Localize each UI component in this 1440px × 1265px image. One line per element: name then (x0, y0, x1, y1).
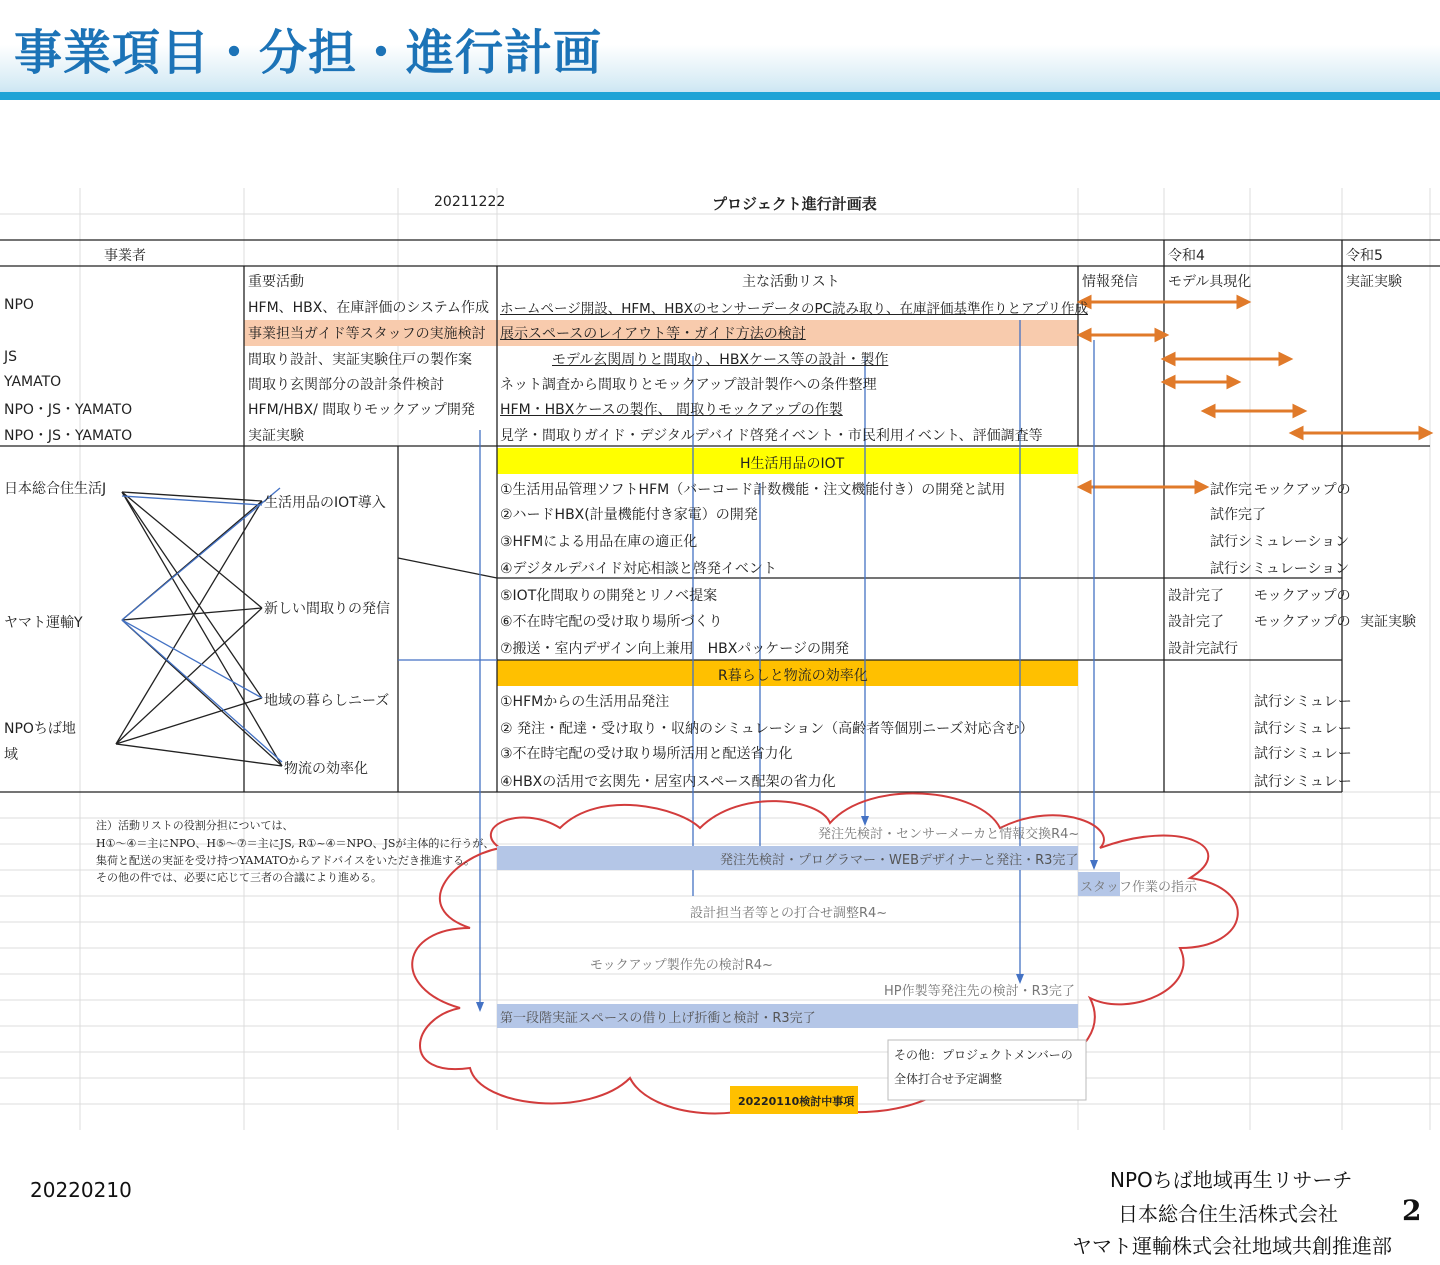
h-demo-label: 実証実験 (1360, 614, 1416, 630)
task-hp: HP作製等発注先の検討・R3完了 (884, 984, 1075, 999)
h-item-3: ③HFMによる用品在庫の適正化 (500, 534, 698, 550)
page-number: 2 (1402, 1194, 1422, 1227)
row6-main: 見学・間取りガイド・デジタルデバイド啓発イベント・市民利用イベント、評価調査等 (500, 428, 1043, 444)
theme-floorplan: 新しい間取りの発信 (264, 601, 390, 617)
header-key-activity: 重要活動 (248, 274, 304, 290)
theme-logistics: 物流の効率化 (284, 761, 368, 777)
r-item-3: ③不在時宅配の受け取り場所活用と配送省力化 (500, 746, 793, 762)
header-era-r4: 令和4 (1168, 248, 1205, 264)
org-npo: NPOちば地域再生リサーチ (1110, 1168, 1353, 1192)
row4-key: 間取り玄関部分の設計条件検討 (248, 377, 444, 393)
r-item-4-s3: 試行シミュレー (1254, 774, 1352, 790)
h-item-5-s3: モックアップの (1254, 588, 1351, 604)
slide-date: 20220210 (30, 1178, 132, 1202)
other-note-1: その他：プロジェクトメンバーの (894, 1048, 1073, 1062)
operator-npo-cont: 域 (4, 747, 18, 763)
row1-key: HFM、HBX、在庫評価のシステム作成 (248, 300, 489, 316)
note-line-1: 注）活動リストの役割分担については、 (96, 819, 294, 832)
h-item-1-s2: 試作完 (1210, 482, 1252, 498)
row3-operator: JS (4, 349, 18, 365)
section-r-title: R暮らしと物流の効率化 (718, 668, 868, 684)
h-item-2: ②ハードHBX(計量機能付き家電）の開発 (500, 507, 758, 523)
row6-operator: NPO・JS・YAMATO (4, 428, 133, 444)
h-item-6-s1: 設計完了 (1168, 614, 1224, 630)
spreadsheet (0, 188, 1440, 1130)
task-design-meeting: 設計担当者等との打合せ調整R4~ (690, 906, 888, 921)
h-item-4: ④デジタルデバイド対応相談と啓発イベント (500, 561, 777, 577)
status-label: 20220110検討中事項 (738, 1095, 855, 1108)
header-demo: 実証実験 (1346, 274, 1402, 290)
operator-yamato: ヤマト運輸Y (4, 615, 83, 631)
row6-key: 実証実験 (248, 428, 304, 444)
r-item-2-s3: 試行シミュレー (1254, 721, 1352, 737)
row3-main: モデル玄関周りと間取り、HBXケース等の設計・製作 (552, 352, 889, 368)
r-item-1-s3: 試行シミュレー (1254, 694, 1352, 710)
note-line-3: 集荷と配送の実証を受け持つYAMATOからアドバイスをいただき推進する。 (96, 854, 475, 867)
note-line-2: H①～④＝主にNPO、H⑤～⑦＝主にJS, R①~④＝NPO、JSが主体的に行うが、 (96, 837, 495, 850)
header-era-r5: 令和5 (1346, 248, 1383, 264)
sheet-title: プロジェクト進行計画表 (712, 195, 877, 213)
h-item-1: ①生活用品管理ソフトHFM（バーコード計数機能・注文機能付き）の開発と試用 (500, 482, 1006, 498)
title-underline (0, 92, 1440, 100)
slide-title: 事業項目・分担・進行計画 (14, 25, 603, 81)
task-mockup: モックアップ製作先の検討R4~ (590, 958, 773, 973)
row1-operator: NPO (4, 297, 34, 313)
section-h-title: H生活用品のIOT (740, 456, 845, 472)
org-yamato: ヤマト運輸株式会社地域共創推進部 (1072, 1234, 1392, 1258)
row2-key: 事業担当ガイド等スタッフの実施検討 (248, 326, 486, 342)
row4-main: ネット調査から間取りとモックアップ設計製作への条件整理 (500, 377, 877, 393)
row1-main: ホームページ開設、HFM、HBXのセンサーデータのPC読み取り、在庫評価基準作りとアプリ作成 (500, 301, 1088, 317)
header-info-release: 情報発信 (1082, 274, 1138, 290)
h-item-7-s2: 試行 (1210, 641, 1238, 657)
operator-npo: NPOちば地 (4, 721, 76, 737)
r-item-2: ② 発注・配達・受け取り・収納のシミュレーション（高齢者等個別ニーズ対応含む） (500, 721, 1034, 737)
h-item-7: ⑦搬送・室内デザイン向上兼用 HBXパッケージの開発 (500, 641, 850, 657)
header-operator: 事業者 (104, 248, 146, 264)
h-item-6-s3: モックアップの (1254, 614, 1351, 630)
other-note-2: 全体打合せ予定調整 (894, 1072, 1003, 1086)
task-sensor: 発注先検討・センサーメーカと情報交換R4~ (818, 827, 1080, 842)
note-line-4: その他の件では、必要に応じて三者の合議により進める。 (96, 871, 382, 884)
sheet-date-code: 20211222 (434, 194, 506, 210)
task-programmer: 発注先検討・プログラマー・WEBデザイナーと発注・R3完了 (720, 853, 1079, 868)
r-item-1: ①HFMからの生活用品発注 (500, 694, 670, 710)
row3-key: 間取り設計、実証実験住戸の製作案 (248, 352, 472, 368)
row4-operator: YAMATO (4, 374, 62, 390)
row5-main: HFM・HBXケースの製作、 間取りモックアップの作製 (500, 402, 843, 418)
r-item-4: ④HBXの活用で玄関先・居室内スペース配架の省力化 (500, 774, 836, 790)
h-item-6: ⑥不在時宅配の受け取り場所づくり (500, 614, 723, 630)
task-space: 第一段階実証スペースの借り上げ折衝と検討・R3完了 (500, 1011, 816, 1026)
h-item-5-s1: 設計完了 (1168, 588, 1224, 604)
org-js: 日本総合住生活株式会社 (1118, 1202, 1338, 1226)
h-item-3-s2: 試行シミュレーション (1210, 534, 1350, 550)
task-staff: スタッフ作業の指示 (1080, 880, 1198, 895)
h-item-2-s2: 試作完了 (1210, 507, 1266, 523)
header-main-activities: 主な活動リスト (742, 274, 840, 290)
theme-iot: 生活用品のIOT導入 (264, 495, 386, 511)
h-item-1-s3: モックアップの (1254, 482, 1351, 498)
h-item-7-s1: 設計完 (1168, 641, 1210, 657)
h-item-5: ⑤IOT化間取りの開発とリノベ提案 (500, 588, 718, 604)
theme-local-needs: 地域の暮らしニーズ (264, 693, 390, 709)
operator-js: 日本総合住生活J (4, 481, 107, 497)
header-model: モデル具現化 (1168, 274, 1252, 290)
row5-operator: NPO・JS・YAMATO (4, 402, 133, 418)
h-item-4-s2: 試行シミュレーション (1210, 561, 1350, 577)
r-item-3-s3: 試行シミュレー (1254, 746, 1352, 762)
row2-main: 展示スペースのレイアウト等・ガイド方法の検討 (500, 326, 806, 342)
row5-key: HFM/HBX/ 間取りモックアップ開発 (248, 402, 475, 418)
